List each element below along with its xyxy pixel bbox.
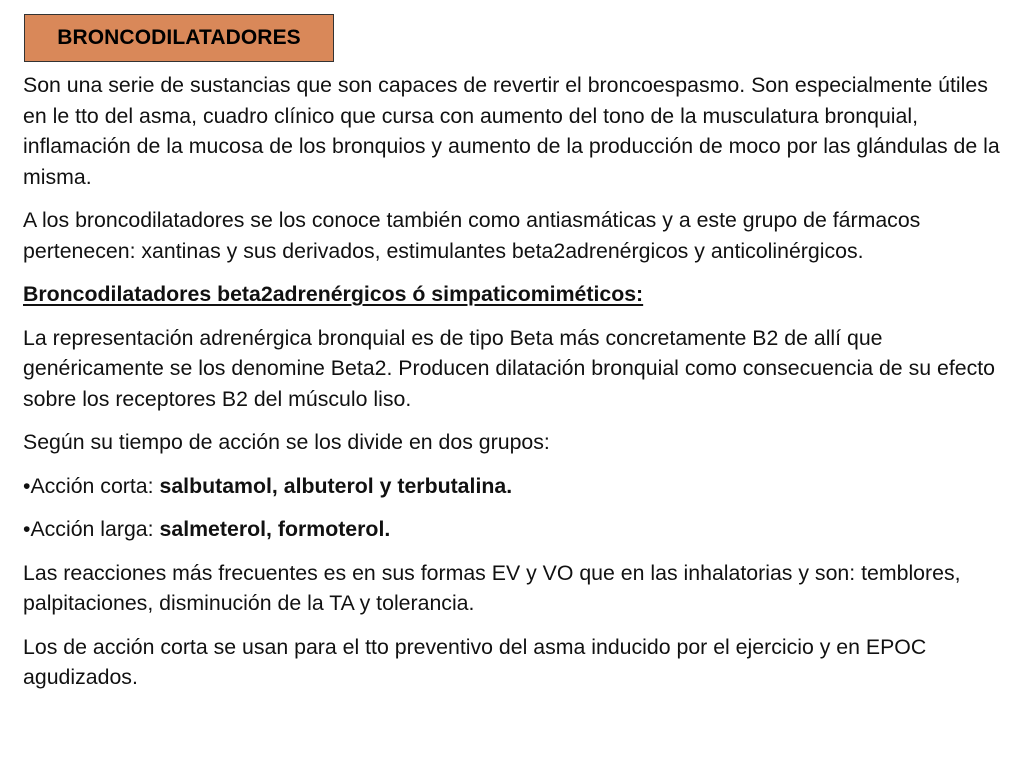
intro-paragraph: Son una serie de sustancias que son capaces de revertir el broncoespasmo. Son especialmente útiles en le tto del asma, cuadro clínico que cursa con aumento del tono de la musculatura bronquial, inflamación de la mucosa de los bronquios y aumento de la producción de moco por las glándulas de la misma. xyxy=(23,73,1000,189)
short-action-label: •Acción corta: xyxy=(23,473,160,498)
section-heading: Broncodilatadores beta2adrenérgicos ó simpaticomiméticos: xyxy=(23,282,644,306)
slide-body xyxy=(23,70,1008,693)
long-action-label: •Acción larga: xyxy=(23,517,160,541)
slide-title xyxy=(24,14,334,62)
representation-paragraph: La representación adrenérgica bronquial es de tipo Beta más concretamente B2 de allí que genéricamente se los denomine Beta2. Producen dilatación bronquial como consecuencia de su efecto sobre los receptores B2 del músculo liso. xyxy=(23,325,995,411)
slide-title-text: BRONCODILATADORES xyxy=(57,26,301,49)
classification-paragraph: Según su tiempo de acción se los divide en dos grupos: xyxy=(23,430,550,454)
short-action-item xyxy=(23,471,1008,502)
usage-paragraph: Los de acción corta se usan para el tto preventivo del asma inducido por el ejercicio y en EPOC agudizados. xyxy=(23,634,927,689)
short-action-drugs: salbutamol, albuterol y terbutalina. xyxy=(159,473,513,498)
long-action-item xyxy=(23,514,1008,545)
groups-paragraph: A los broncodilatadores se los conoce también como antiasmáticas y a este grupo de fármacos pertenecen: xantinas y sus derivados, estimulantes beta2adrenérgicos y anticolinérgicos. xyxy=(23,208,921,263)
reactions-paragraph: Las reacciones más frecuentes es en sus formas EV y VO que en las inhalatorias y son: temblores, palpitaciones, disminución de la TA y tolerancia. xyxy=(23,560,961,615)
long-action-drugs: salmeterol, formoterol. xyxy=(159,517,391,541)
